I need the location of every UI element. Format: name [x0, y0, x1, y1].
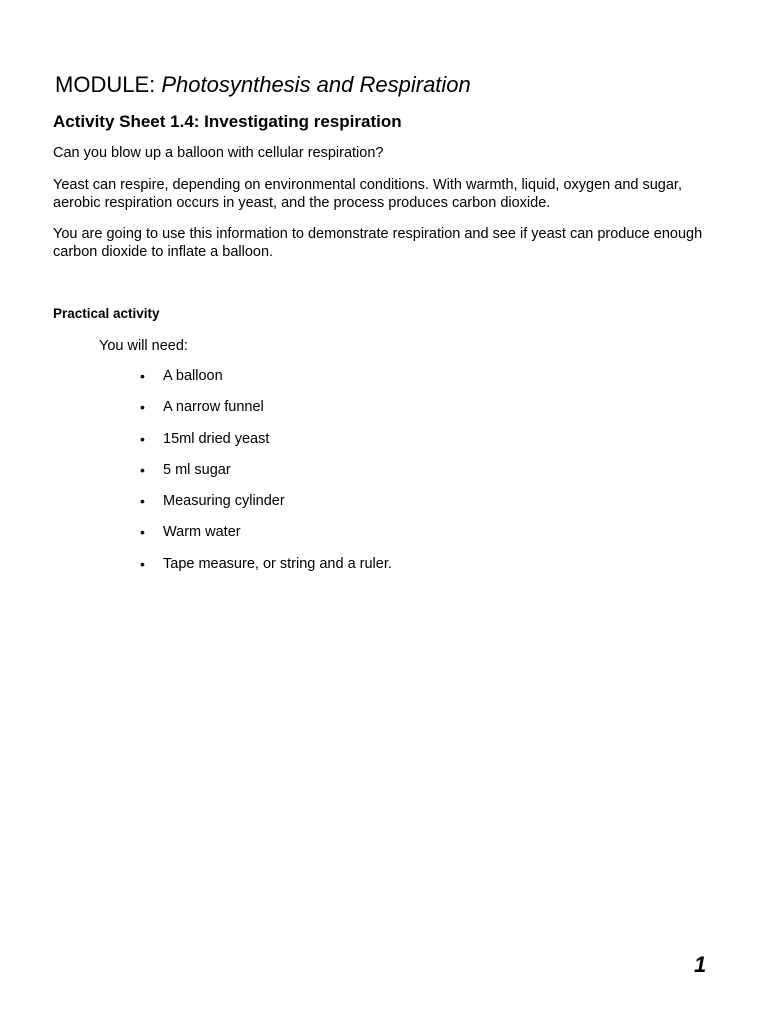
task-paragraph: You are going to use this information to demonstrate respiration and see if yeast can produce enough carbon dioxide to inflate a balloon. [53, 226, 703, 260]
list-item [0, 523, 768, 554]
list-item [0, 492, 768, 523]
bullet-icon: • [140, 430, 145, 447]
activity-question: Can you blow up a balloon with cellular respiration? [53, 145, 384, 161]
module-subject: Photosynthesis and Respiration [161, 72, 471, 97]
bullet-icon: • [140, 399, 145, 416]
bullet-icon: • [140, 524, 145, 541]
material-item: Warm water [163, 524, 241, 541]
list-item [0, 555, 768, 586]
material-item: Measuring cylinder [163, 493, 285, 510]
material-item: A narrow funnel [163, 399, 264, 416]
list-item [0, 461, 768, 492]
intro-paragraph: Yeast can respire, depending on environmental conditions. With warmth, liquid, oxygen and sugar, aerobic respiration occurs in yeast, and the process produces carbon dioxide. [53, 177, 682, 211]
page-number: 1 [694, 952, 707, 977]
bullet-icon: • [140, 461, 145, 478]
practical-activity-heading: Practical activity [53, 306, 160, 321]
list-item [0, 398, 768, 429]
bullet-icon: • [140, 493, 145, 510]
module-prefix: MODULE: [55, 72, 156, 97]
list-item [0, 367, 768, 398]
list-item [0, 430, 768, 461]
material-item: 5 ml sugar [163, 461, 231, 478]
activity-sheet-title: Activity Sheet 1.4: Investigating respiration [53, 112, 402, 131]
materials-list [0, 367, 768, 586]
bullet-icon: • [140, 368, 145, 384]
material-item: Tape measure, or string and a ruler. [163, 555, 392, 572]
module-title [55, 71, 471, 99]
material-item: 15ml dried yeast [163, 430, 270, 447]
material-item: A balloon [163, 368, 223, 384]
bullet-icon: • [140, 555, 145, 572]
you-will-need-label: You will need: [99, 338, 188, 354]
